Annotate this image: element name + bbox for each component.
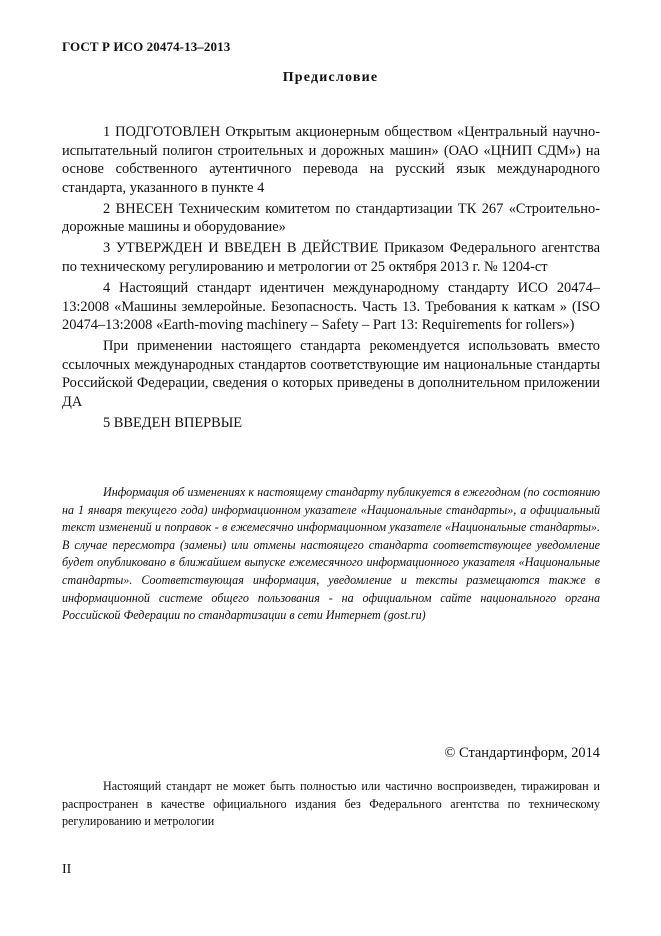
paragraph-introduced: 5 ВВЕДЕН ВПЕРВЫЕ: [103, 414, 243, 431]
paragraph-identical: 4 Настоящий стандарт идентичен международному стандарту ИСО 20474–13:2008 «Машины землеройные. Безопасность. Часть 13. Требования к каткам » (ISO 20474–13:2008 «Earth-moving machinery – Safety – Part 13: Requirements for rollers»): [62, 279, 600, 334]
paragraph-approved: 3 УТВЕРЖДЕН И ВВЕДЕН В ДЕЙСТВИЕ Приказом Федерального агентства по техническому регулированию и метрологии от 25 октября 2013 г. № 1204-ст: [62, 240, 600, 275]
amendments-info: Информация об изменениях к настоящему стандарту публикуется в ежегодном (по состоянию на 1 января текущего года) информационном указателе «Национальные стандарты», а официальный текст изменений и поправок - в ежемесячно информационном указателе «Национальные стандарты». В случае пересмотра (замены) или отмены настоящего стандарта соответствующее уведомление будет опубликовано в ближайшем выпуске ежемесячного информационного указателя «Национальные стандарты». Соответствующая информация, уведомление и тексты размещаются также в информационной системе общего пользования - на официальном сайте национального органа Российской Федерации по стандартизации в сети Интернет (gost.ru): [62, 485, 600, 623]
copyright: © Стандартинформ, 2014: [444, 745, 600, 761]
paragraph-references: При применении настоящего стандарта рекомендуется использовать вместо ссылочных международных стандартов соответствующие им национальные стандарты Российской Федерации, сведения о которых приведены в дополнительном приложении ДА: [62, 338, 600, 410]
page-title: Предисловие: [282, 70, 379, 85]
document-code: ГОСТ Р ИСО 20474-13–2013: [62, 39, 231, 54]
foreword-body: [62, 123, 600, 432]
page-number: II: [62, 862, 72, 877]
paragraph-prepared: 1 ПОДГОТОВЛЕН Открытым акционерным обществом «Центральный научно-испытательный полигон строительных и дорожных машин» (ОАО «ЦНИП СДМ») на основе собственного аутентичного перевода на русский язык международного стандарта, указанного в пункте 4: [62, 124, 600, 196]
reproduction-notice: Настоящий стандарт не может быть полностью или частично воспроизведен, тиражирован и распространен в качестве официального издания без Федерального агентства по техническому регулированию и метрологии: [62, 779, 600, 829]
paragraph-submitted: 2 ВНЕСЕН Техническим комитетом по стандартизации ТК 267 «Строительно-дорожные машины и оборудование»: [62, 200, 600, 236]
